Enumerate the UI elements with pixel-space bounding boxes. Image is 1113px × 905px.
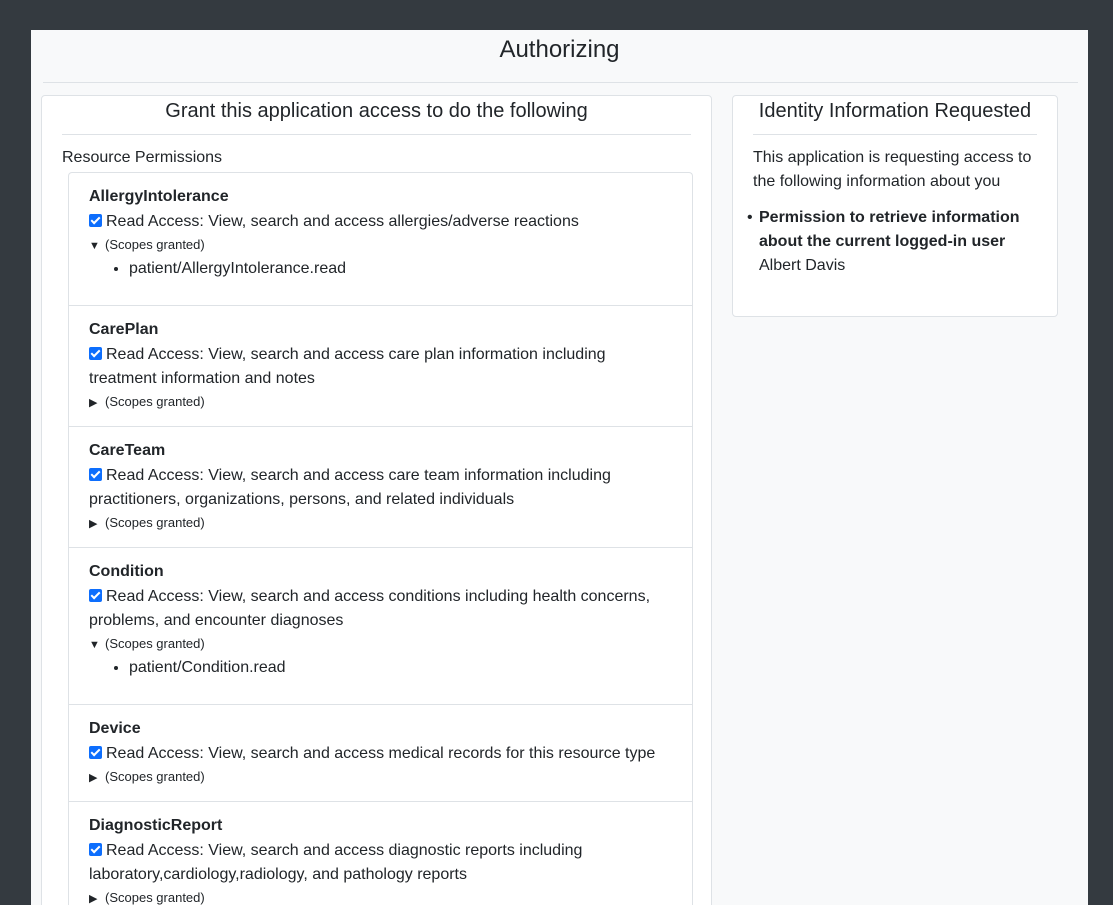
scopes-toggle[interactable] [89,888,672,905]
scopes-toggle[interactable] [89,634,672,655]
permission-access-text: Read Access: View, search and access conditions including health concerns, problems, and encounter diagnoses [89,588,651,629]
scopes-label: (Scopes granted) [105,237,205,252]
permission-item [69,802,692,905]
triangle-right-icon: ▶ [89,772,98,784]
permission-access [89,343,672,391]
permission-item [69,306,692,427]
triangle-right-icon: ▶ [89,397,98,409]
grant-access-card [41,95,712,905]
permission-access-text: Read Access: View, search and access care plan information including treatment information and notes [89,346,606,387]
scopes-label: (Scopes granted) [105,769,205,784]
scopes-label: (Scopes granted) [105,515,205,530]
permission-item [69,548,692,705]
scope-item: • patient/Condition.read [129,657,672,679]
triangle-down-icon: ▼ [89,639,100,651]
triangle-down-icon: ▼ [89,240,100,252]
scopes-label: (Scopes granted) [105,890,205,905]
scopes-label: (Scopes granted) [105,636,205,651]
resource-permissions-label: Resource Permissions [62,149,223,166]
permission-name: Condition [89,563,164,580]
identity-description: This application is requesting access to the following information about you [753,149,1032,190]
permission-list [68,172,693,905]
permission-access-text: Read Access: View, search and access diagnostic reports including laboratory,cardiology,radiology, and pathology reports [89,842,583,883]
identity-permission: Permission to retrieve information about the current logged-in user [759,209,1020,250]
checkbox-checked-icon[interactable] [89,843,102,856]
permission-access-text: Read Access: View, search and access allergies/adverse reactions [106,213,579,230]
permission-name: CareTeam [89,442,166,459]
authorize-page [31,30,1088,905]
identity-list [747,206,1043,278]
identity-heading: Identity Information Requested [758,100,1032,122]
checkbox-checked-icon[interactable] [89,347,102,360]
identity-body [747,146,1043,278]
permission-name: AllergyIntolerance [89,188,229,205]
permission-access-text: Read Access: View, search and access care team information including practitioners, organizations, persons, and related individuals [89,467,611,508]
scopes-toggle[interactable] [89,513,672,534]
scopes-toggle[interactable] [89,392,672,413]
checkbox-checked-icon[interactable] [89,589,102,602]
scope-list [89,258,672,280]
identity-user-name: Albert Davis [759,257,846,274]
permission-access [89,210,672,234]
checkbox-checked-icon[interactable] [89,214,102,227]
permission-access-text: Read Access: View, search and access medical records for this resource type [106,745,656,762]
grant-heading: Grant this application access to do the following [165,100,588,122]
page-title: Authorizing [499,36,620,63]
permission-name: CarePlan [89,321,159,338]
checkbox-checked-icon[interactable] [89,468,102,481]
identity-list-item [747,206,1043,278]
identity-divider [753,134,1037,135]
scope-list [89,657,672,679]
permission-item [69,427,692,548]
permission-access [89,464,672,512]
triangle-right-icon: ▶ [89,893,98,905]
permission-access [89,585,672,633]
permission-item [69,173,692,306]
title-divider [43,82,1078,83]
permission-access [89,839,672,887]
scopes-label: (Scopes granted) [105,394,205,409]
permission-name: DiagnosticReport [89,817,223,834]
scopes-toggle[interactable] [89,235,672,256]
permission-name: Device [89,720,141,737]
scope-item: • patient/AllergyIntolerance.read [129,258,672,280]
grant-divider [62,134,691,135]
identity-card [732,95,1058,317]
permission-item [69,705,692,802]
triangle-right-icon: ▶ [89,518,98,530]
permission-access [89,742,672,766]
checkbox-checked-icon[interactable] [89,746,102,759]
scopes-toggle[interactable] [89,767,672,788]
bullet-icon: • [747,209,753,226]
